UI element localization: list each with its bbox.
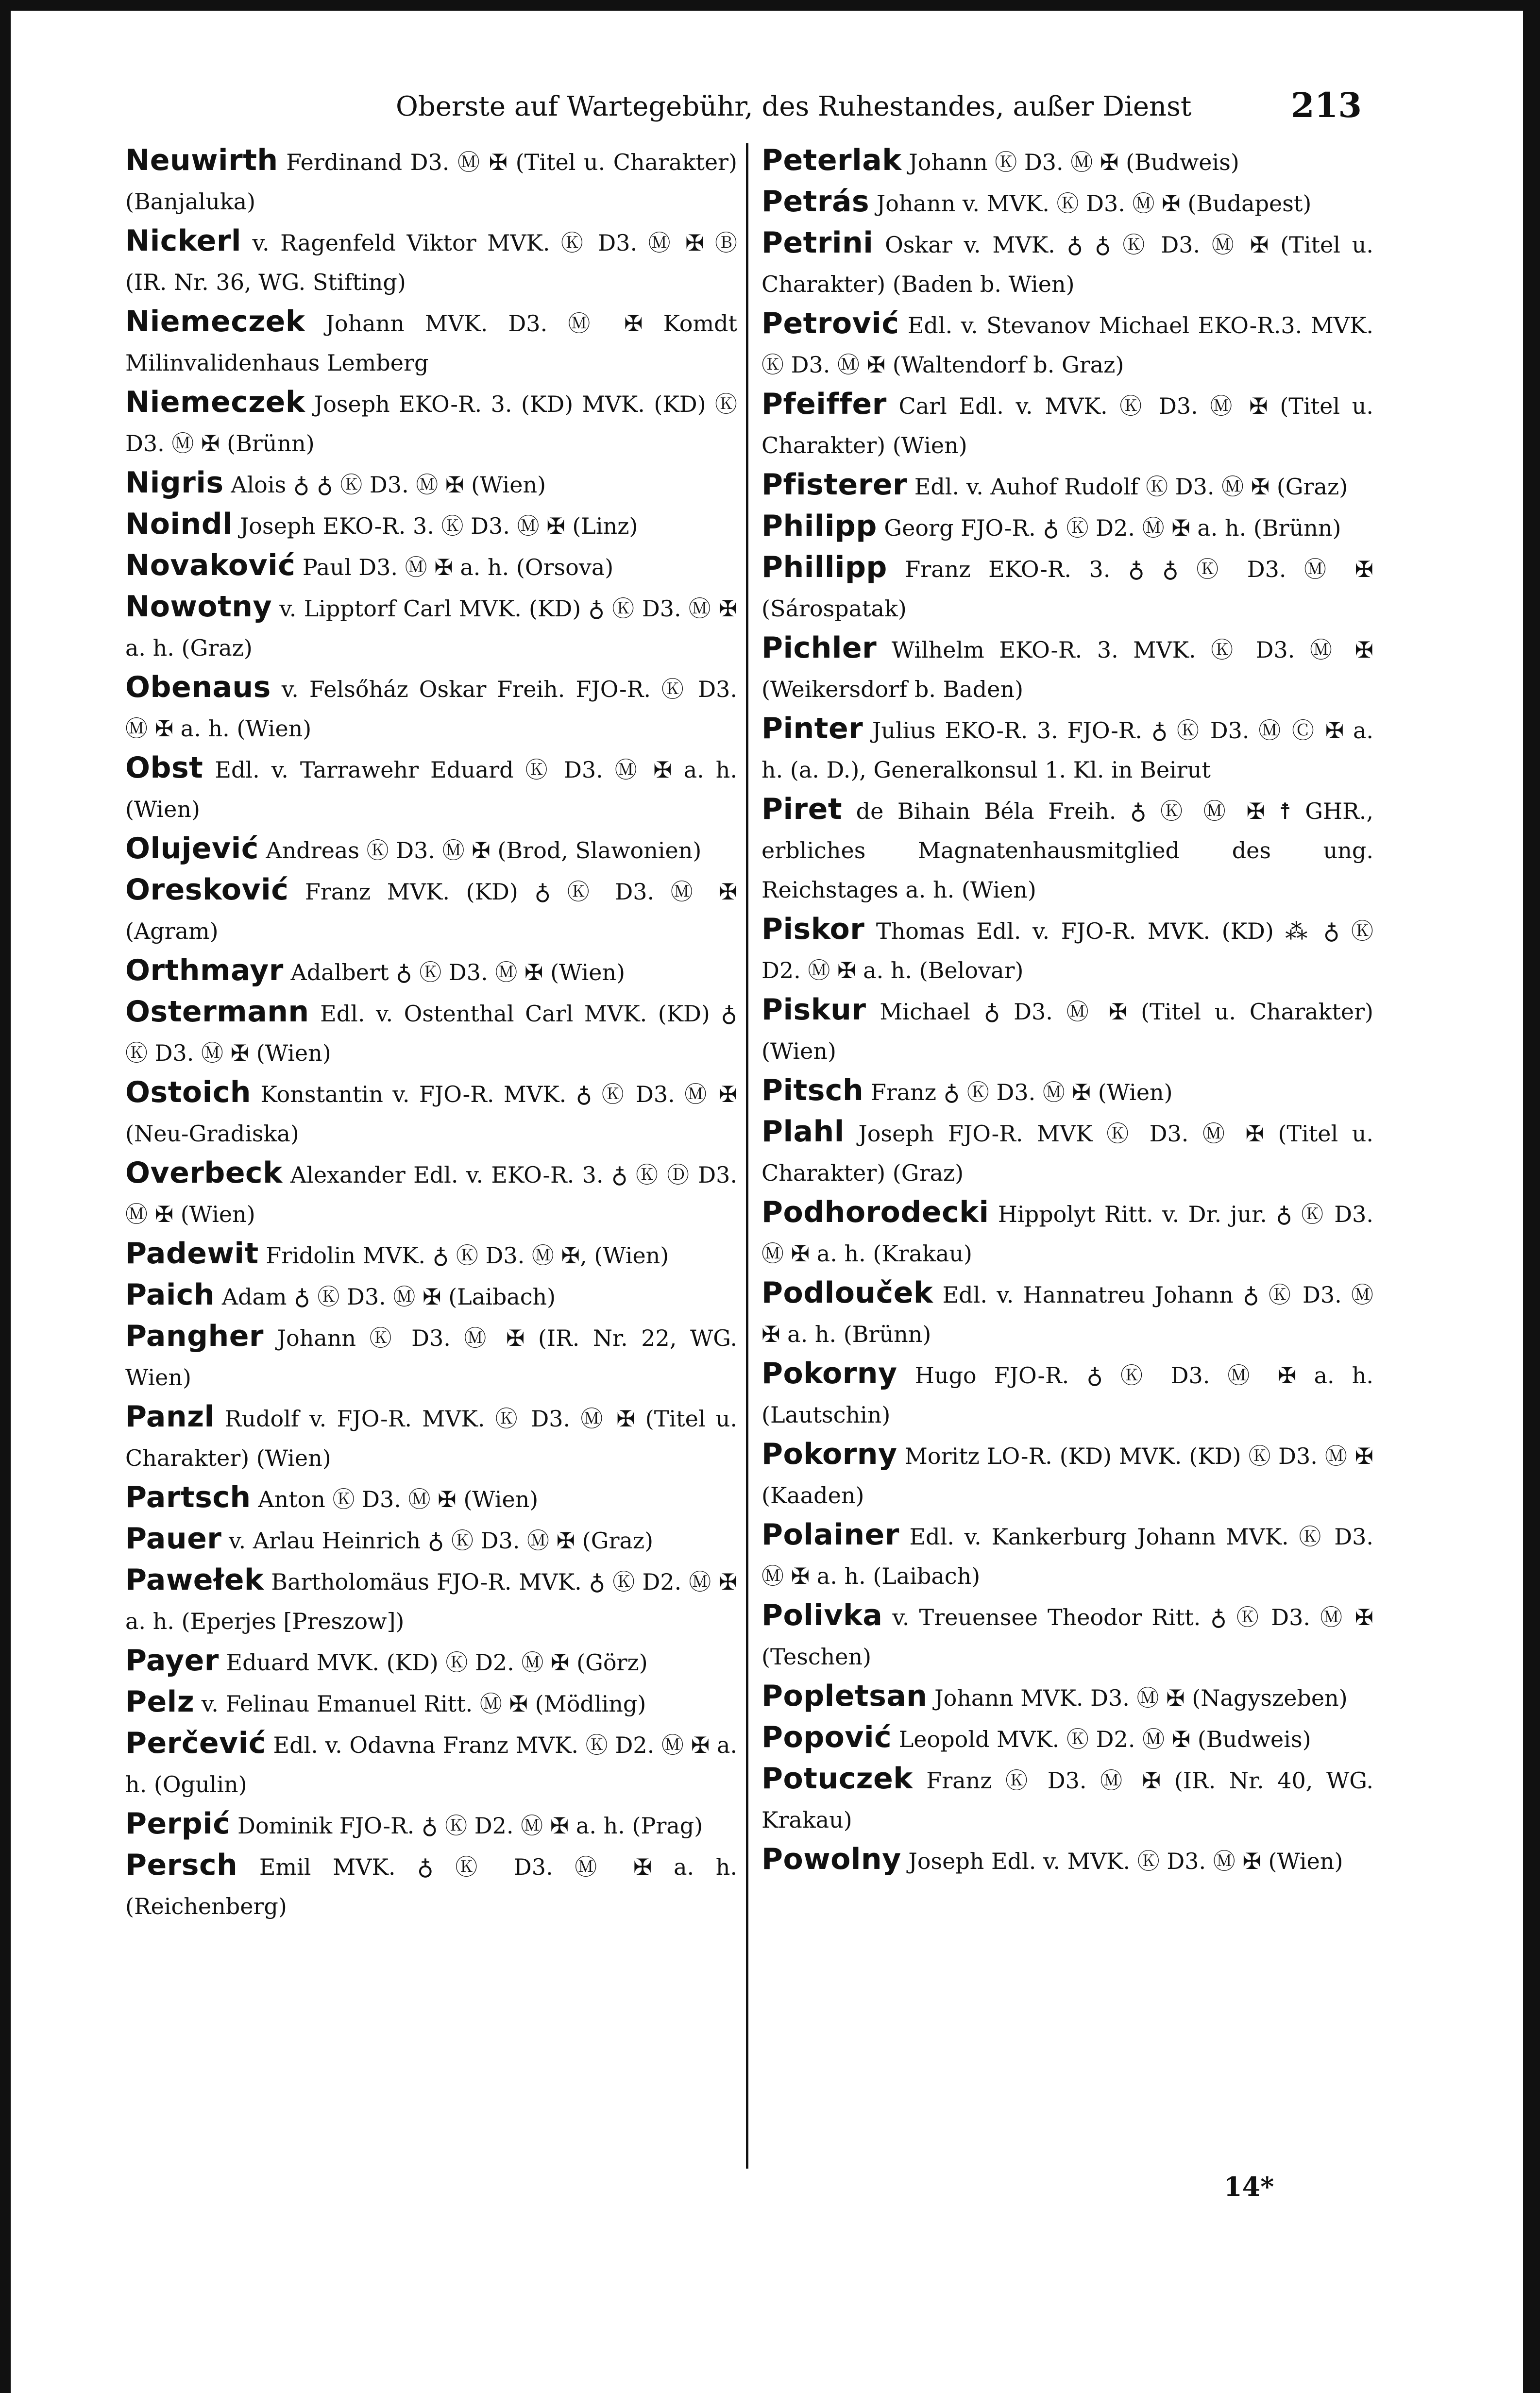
register-entry — [125, 668, 737, 748]
register-entry — [762, 1071, 1373, 1112]
entry-surname: Ostoich — [125, 1075, 251, 1109]
entry-surname: Niemeczek — [125, 305, 305, 339]
entry-surname: Pawełek — [125, 1563, 264, 1597]
entry-details: Adalbert ♁ Ⓚ D3. Ⓜ ✠ (Wien) — [290, 959, 626, 985]
register-entry — [125, 141, 737, 221]
register-entry — [762, 141, 1373, 182]
entry-details: Edl. v. Odavna Franz MVK. Ⓚ D2. Ⓜ ✠ a. h. (Ogulin) — [125, 1732, 738, 1798]
register-entry — [125, 1724, 737, 1804]
entry-details: Johann Ⓚ D3. Ⓜ ✠ (IR. Nr. 22, WG. Wien) — [125, 1325, 737, 1391]
register-entry — [762, 709, 1373, 790]
entry-details: Joseph EKO-R. 3. Ⓚ D3. Ⓜ ✠ (Linz) — [239, 513, 638, 539]
entry-details: v. Arlau Heinrich ♁ Ⓚ D3. Ⓜ ✠ (Graz) — [228, 1527, 654, 1554]
entry-details: Johann MVK. D3. Ⓜ ✠ Komdt Milinvalidenhaus Lemberg — [125, 310, 738, 376]
right-column — [762, 141, 1373, 1881]
register-entry — [125, 302, 737, 383]
register-entry — [125, 748, 737, 829]
entry-surname: Polainer — [762, 1518, 899, 1552]
scan-border-right — [1523, 0, 1540, 2393]
entry-surname: Noindl — [125, 507, 233, 541]
entry-surname: Neuwirth — [125, 143, 278, 177]
register-entry — [125, 1154, 737, 1234]
entry-surname: Perpić — [125, 1807, 231, 1841]
entry-details: Franz MVK. (KD) ♁ Ⓚ D3. Ⓜ ✠ (Agram) — [125, 879, 737, 944]
entry-surname: Padewit — [125, 1237, 259, 1271]
register-entry — [125, 1561, 737, 1641]
entry-surname: Nickerl — [125, 224, 241, 258]
register-entry — [762, 182, 1373, 223]
entry-surname: Popović — [762, 1720, 892, 1754]
entry-details: Wilhelm EKO-R. 3. MVK. Ⓚ D3. Ⓜ ✠ (Weikersdorf b. Baden) — [762, 637, 1374, 702]
scan-border-top — [0, 0, 1540, 11]
register-entry — [762, 1677, 1373, 1718]
entry-details: Johann v. MVK. Ⓚ D3. Ⓜ ✠ (Budapest) — [876, 190, 1312, 217]
register-entry — [762, 507, 1373, 548]
entry-details: Edl. v. Ostenthal Carl MVK. (KD) ♁ Ⓚ D3. Ⓜ ✠ (Wien) — [125, 1001, 737, 1066]
register-entry — [762, 1354, 1373, 1435]
page-number: 213 — [1291, 85, 1362, 125]
register-entry — [125, 870, 737, 951]
entry-details: Joseph EKO-R. 3. (KD) MVK. (KD) Ⓚ D3. Ⓜ ✠ (Brünn) — [125, 391, 738, 457]
entry-details: Joseph Edl. v. MVK. Ⓚ D3. Ⓜ ✠ (Wien) — [908, 1848, 1343, 1874]
entry-surname: Petrini — [762, 226, 874, 260]
entry-details: Franz ♁ Ⓚ D3. Ⓜ ✠ (Wien) — [870, 1079, 1173, 1105]
entry-surname: Obst — [125, 751, 203, 785]
register-entry — [125, 1234, 737, 1275]
entry-details: Edl. v. Stevanov Michael EKO-R.3. MVK. Ⓚ D3. Ⓜ ✠ (Waltendorf b. Graz) — [762, 312, 1373, 378]
entry-details: Franz EKO-R. 3. ♁ ♁ Ⓚ D3. Ⓜ ✠ (Sárospatak) — [762, 556, 1373, 622]
entry-surname: Orthmayr — [125, 953, 284, 987]
register-entry — [762, 628, 1373, 709]
entry-details: Franz Ⓚ D3. Ⓜ ✠ (IR. Nr. 40, WG. Krakau) — [762, 1767, 1373, 1833]
register-entry — [762, 304, 1373, 385]
entry-details: Paul D3. Ⓜ ✠ a. h. (Orsova) — [302, 554, 614, 580]
register-entry — [125, 1519, 737, 1561]
entry-details: Georg FJO-R. ♁ Ⓚ D2. Ⓜ ✠ a. h. (Brünn) — [884, 515, 1341, 541]
register-entry — [762, 1193, 1373, 1273]
entry-details: Johann MVK. D3. Ⓜ ✠ (Nagyszeben) — [934, 1685, 1348, 1711]
entry-surname: Olujević — [125, 832, 259, 866]
entry-details: Edl. v. Tarrawehr Eduard Ⓚ D3. Ⓜ ✠ a. h. (Wien) — [125, 757, 737, 822]
left-column — [125, 141, 737, 1926]
entry-details: v. Lipptorf Carl MVK. (KD) ♁ Ⓚ D3. Ⓜ ✠ a. h. (Graz) — [125, 595, 737, 661]
entry-details: Leopold MVK. Ⓚ D2. Ⓜ ✠ (Budweis) — [898, 1726, 1311, 1752]
entry-details: Alois ♁ ♁ Ⓚ D3. Ⓜ ✠ (Wien) — [231, 472, 546, 498]
entry-details: Ferdinand D3. Ⓜ ✠ (Titel u. Charakter) (Banjaluka) — [125, 149, 737, 215]
register-entry — [125, 829, 737, 870]
entry-details: Carl Edl. v. MVK. Ⓚ D3. Ⓜ ✠ (Titel u. Charakter) (Wien) — [762, 393, 1374, 458]
register-entry — [125, 1804, 737, 1846]
register-entry — [762, 1840, 1373, 1881]
entry-surname: Nowotny — [125, 590, 272, 624]
entry-details: Emil MVK. ♁ Ⓚ D3. Ⓜ ✠ a. h. (Reichenberg) — [125, 1854, 737, 1919]
entry-surname: Persch — [125, 1848, 238, 1882]
entry-details: Rudolf v. FJO-R. MVK. Ⓚ D3. Ⓜ ✠ (Titel u. Charakter) (Wien) — [125, 1406, 737, 1471]
entry-surname: Pangher — [125, 1319, 264, 1353]
entry-surname: Payer — [125, 1644, 219, 1678]
entry-surname: Petrović — [762, 306, 899, 340]
entry-surname: Philipp — [762, 509, 877, 543]
register-entry — [125, 1275, 737, 1317]
entry-surname: Pelz — [125, 1685, 195, 1719]
register-entry — [762, 385, 1373, 465]
register-entry — [762, 1515, 1373, 1596]
entry-details: Michael ♁ D3. Ⓜ ✠ (Titel u. Charakter) (Wien) — [762, 999, 1374, 1064]
entry-details: Thomas Edl. v. FJO-R. MVK. (KD) ⁂ ♁ Ⓚ D2. Ⓜ ✠ a. h. (Belovar) — [762, 918, 1374, 984]
entry-details: Oskar v. MVK. ♁ ♁ Ⓚ D3. Ⓜ ✠ (Titel u. Charakter) (Baden b. Wien) — [762, 232, 1373, 297]
entry-surname: Pfisterer — [762, 468, 908, 502]
entry-surname: Piskor — [762, 912, 865, 946]
register-entry — [125, 1682, 737, 1724]
entry-surname: Panzl — [125, 1400, 215, 1434]
entry-details: Moritz LO-R. (KD) MVK. (KD) Ⓚ D3. Ⓜ ✠ (Kaaden) — [762, 1443, 1373, 1509]
entry-details: Edl. v. Kankerburg Johann MVK. Ⓚ D3. Ⓜ ✠ a. h. (Laibach) — [762, 1524, 1373, 1589]
entry-details: Eduard MVK. (KD) Ⓚ D2. Ⓜ ✠ (Görz) — [226, 1649, 648, 1676]
register-entry — [762, 910, 1373, 990]
entry-surname: Ostermann — [125, 995, 309, 1029]
register-entry — [762, 1759, 1373, 1840]
entry-details: Hippolyt Ritt. v. Dr. jur. ♁ Ⓚ D3. Ⓜ ✠ a. h. (Krakau) — [762, 1201, 1373, 1267]
entry-surname: Powolny — [762, 1842, 901, 1876]
entry-surname: Obenaus — [125, 670, 271, 704]
entry-surname: Plahl — [762, 1115, 845, 1149]
register-entry — [125, 1397, 737, 1478]
entry-details: v. Treuensee Theodor Ritt. ♁ Ⓚ D3. Ⓜ ✠ (Teschen) — [762, 1604, 1374, 1670]
register-entry — [762, 1273, 1373, 1354]
register-entry — [762, 1112, 1373, 1193]
entry-surname: Pauer — [125, 1522, 222, 1556]
entry-surname: Oresković — [125, 873, 289, 907]
register-entry — [762, 465, 1373, 507]
register-entry — [125, 1641, 737, 1682]
register-entry — [762, 1718, 1373, 1759]
entry-surname: Pokorny — [762, 1357, 897, 1391]
entry-surname: Podlouček — [762, 1276, 933, 1310]
entry-surname: Peterlak — [762, 143, 902, 177]
entry-surname: Nigris — [125, 466, 224, 500]
running-title: Oberste auf Wartegebühr, des Ruhestandes, außer Dienst — [396, 91, 1192, 122]
register-entry — [125, 463, 737, 505]
entry-surname: Pokorny — [762, 1437, 897, 1471]
entry-details: Bartholomäus FJO-R. MVK. ♁ Ⓚ D2. Ⓜ ✠ a. h. (Eperjes [Preszow]) — [125, 1569, 738, 1634]
entry-details: Fridolin MVK. ♁ Ⓚ D3. Ⓜ ✠, (Wien) — [266, 1242, 669, 1269]
entry-surname: Potuczek — [762, 1762, 913, 1796]
entry-surname: Paich — [125, 1278, 215, 1312]
entry-surname: Phillipp — [762, 550, 887, 584]
entry-details: Andreas Ⓚ D3. Ⓜ ✠ (Brod, Slawonien) — [266, 837, 702, 864]
entry-surname: Novaković — [125, 548, 296, 582]
entry-surname: Popletsan — [762, 1679, 928, 1713]
register-entry — [125, 1317, 737, 1397]
register-entry — [762, 1435, 1373, 1515]
entry-details: v. Ragenfeld Viktor MVK. Ⓚ D3. Ⓜ ✠ Ⓑ (IR. Nr. 36, WG. Stifting) — [125, 230, 737, 295]
entry-surname: Perčević — [125, 1726, 266, 1760]
register-entry — [762, 990, 1373, 1071]
register-entry — [125, 383, 737, 463]
entry-details: Hugo FJO-R. ♁ Ⓚ D3. Ⓜ ✠ a. h. (Lautschin) — [762, 1362, 1373, 1428]
entry-surname: Polivka — [762, 1598, 883, 1632]
register-entry — [762, 223, 1373, 304]
entry-surname: Pitsch — [762, 1073, 864, 1107]
register-entry — [125, 992, 737, 1073]
register-entry — [762, 1596, 1373, 1677]
entry-details: Alexander Edl. v. EKO-R. 3. ♁ Ⓚ Ⓓ D3. Ⓜ ✠ (Wien) — [125, 1162, 738, 1227]
entry-details: Julius EKO-R. 3. FJO-R. ♁ Ⓚ D3. Ⓜ Ⓒ ✠ a. h. (a. D.), Generalkonsul 1. Kl. in Beirut — [762, 717, 1373, 783]
register-entry — [762, 548, 1373, 628]
entry-surname: Overbeck — [125, 1156, 283, 1190]
entry-details: Konstantin v. FJO-R. MVK. ♁ Ⓚ D3. Ⓜ ✠ (Neu-Gradiska) — [125, 1081, 738, 1147]
entry-surname: Partsch — [125, 1480, 251, 1514]
entry-surname: Podhorodecki — [762, 1195, 989, 1229]
register-entry — [125, 1073, 737, 1154]
entry-details: Dominik FJO-R. ♁ Ⓚ D2. Ⓜ ✠ a. h. (Prag) — [237, 1813, 703, 1839]
entry-details: Adam ♁ Ⓚ D3. Ⓜ ✠ (Laibach) — [221, 1284, 556, 1310]
entry-surname: Pfeiffer — [762, 387, 887, 421]
entry-surname: Piret — [762, 792, 843, 826]
entry-surname: Pichler — [762, 631, 877, 665]
entry-surname: Petrás — [762, 185, 870, 219]
entry-surname: Pinter — [762, 712, 863, 746]
register-entry — [125, 1846, 737, 1926]
register-entry — [125, 587, 737, 668]
column-divider — [746, 143, 748, 2169]
entry-surname: Niemeczek — [125, 385, 305, 419]
entry-details: Edl. v. Hannatreu Johann ♁ Ⓚ D3. Ⓜ ✠ a. h. (Brünn) — [762, 1282, 1373, 1347]
entry-details: Joseph FJO-R. MVK Ⓚ D3. Ⓜ ✠ (Titel u. Charakter) (Graz) — [762, 1120, 1373, 1186]
entry-details: Johann Ⓚ D3. Ⓜ ✠ (Budweis) — [909, 149, 1239, 175]
page-header — [0, 87, 1540, 131]
entry-details: v. Felsőház Oskar Freih. FJO-R. Ⓚ D3. Ⓜ ✠ a. h. (Wien) — [125, 676, 737, 742]
register-entry — [125, 505, 737, 546]
register-entry — [762, 790, 1373, 910]
entry-details: Edl. v. Auhof Rudolf Ⓚ D3. Ⓜ ✠ (Graz) — [914, 474, 1348, 500]
entry-surname: Piskur — [762, 993, 866, 1027]
entry-details: v. Felinau Emanuel Ritt. Ⓜ ✠ (Mödling) — [201, 1691, 646, 1717]
register-entry — [125, 1478, 737, 1519]
signature-mark: 14* — [1224, 2171, 1274, 2202]
scan-border-left — [0, 0, 11, 2393]
entry-details: de Bihain Béla Freih. ♁ Ⓚ Ⓜ ✠ ☨ GHR., erbliches Magnatenhausmitglied des ung. Reichstages a. h. (Wien) — [762, 798, 1373, 903]
entry-details: Anton Ⓚ D3. Ⓜ ✠ (Wien) — [258, 1486, 539, 1512]
register-entry — [125, 951, 737, 992]
register-entry — [125, 221, 737, 302]
register-entry — [125, 546, 737, 587]
